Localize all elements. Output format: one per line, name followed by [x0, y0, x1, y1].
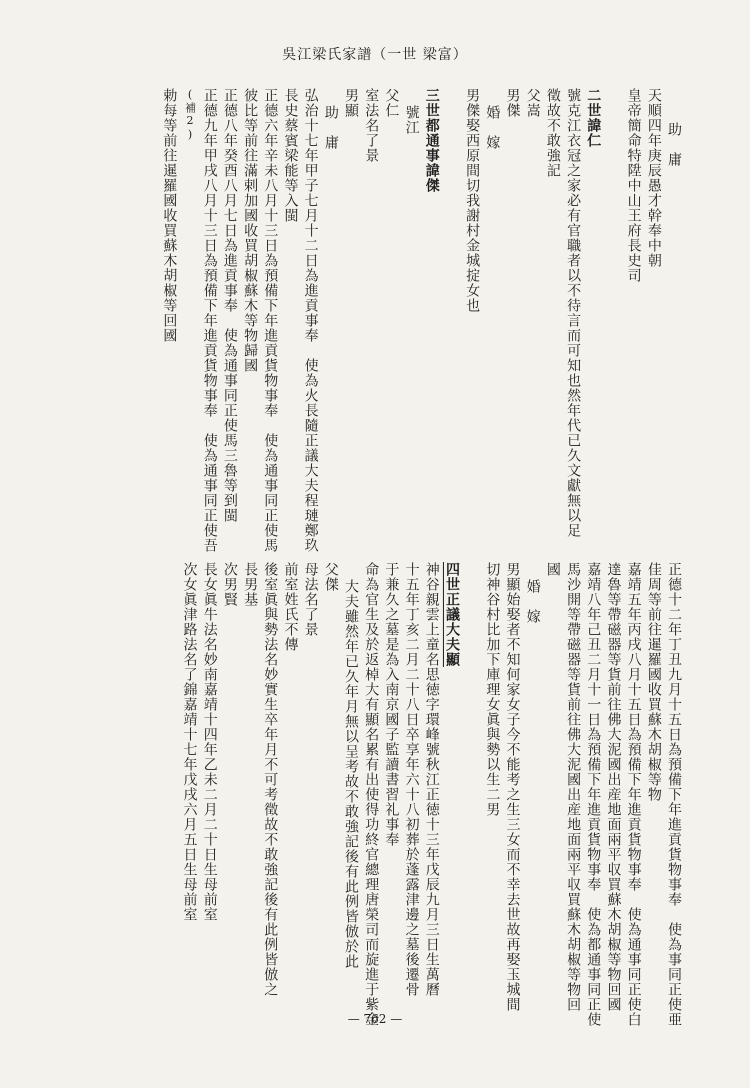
page-number: — 762 —: [347, 1012, 403, 1026]
text-column: 室法名了景: [363, 88, 380, 163]
text-column: 號克江衣冠之家必有官職者以不待言而可知也然年代已久文獻無以足: [565, 88, 582, 538]
text-column: 勅每等前往暹羅國收買蘇木胡椒等回國: [161, 88, 178, 343]
text-column: 父嵩: [524, 88, 541, 118]
text-column: 號江: [403, 105, 420, 135]
text-column: 後室眞與勢法名妙實生卒年月不可考徵故不敢強記後有此例皆倣之: [262, 562, 279, 997]
text-column: 四世正議大夫顯: [443, 562, 460, 667]
text-column: 徵故不敢強記: [544, 88, 561, 178]
text-column: 正德十二年丁丑九月十五日為預備下年進貢貨物事奉 使為事同正使亜: [666, 562, 682, 1027]
text-column: 母法名了景: [302, 562, 319, 637]
text-column: 弘治十七年甲子七月十二日為進貢事奉 使為火長隨正議大夫程璉鄭玖: [302, 88, 319, 553]
text-column: 十五年丁亥二月二十八日卒享年六十八初葬於蓬露津邊之墓後遷骨: [403, 562, 420, 997]
text-column: 大夫雖然年已久年月無以呈考故不敢強記後有此例皆倣於此: [343, 579, 359, 969]
text-column: 男傑娶西原間切我謝村金城掟女也: [464, 88, 481, 313]
text-column: 嘉靖八年己丑二月十一日為預備下年進貢貨物事奉 使為都通事同正使: [585, 562, 602, 1027]
text-column: 次女眞津路法名了錦嘉靖十七年戊戌六月五日生母前室: [181, 562, 198, 922]
text-column: 男傑: [504, 88, 521, 118]
upper-text-block: [52, 88, 682, 553]
text-column: 正德六年辛未八月十三日為預備下年進貢貨物事奉 使為通事同正使馬: [262, 88, 279, 553]
text-column: 二世諱仁: [585, 88, 602, 148]
text-column: 佳周等前往暹羅國收買蘇木胡椒等物: [645, 562, 662, 802]
text-column: 助 庸: [322, 105, 339, 150]
text-column: 嘉靖五年丙戌八月十五日為預備下年進貢貨物事奉 使為通事同正使白: [625, 562, 642, 1027]
text-column: 皇帝簡命特陞中山王府長史司: [625, 88, 642, 283]
text-column: 神谷親雲上童名思徳字環峰號秋江正徳十三年戊辰九月三日生萬曆: [423, 562, 440, 997]
text-column: 于兼久之墓是為入南京國子監讀書習礼事奉: [383, 562, 400, 847]
text-column: 父仁: [383, 88, 400, 118]
page-title: 吳江梁氏家譜（一世 梁富）: [282, 47, 468, 63]
text-column: 天順四年庚辰愚才幹奉中朝: [645, 88, 662, 268]
text-column: 男顯始娶者不知何家女子今不能考之生三女而不幸去世故再娶玉城間: [504, 562, 521, 1012]
text-column: 正德九年甲戌八月十三日為預備下年進貢貨物事奉 使為通事同正使吾: [201, 88, 218, 553]
text-column: (補2): [183, 88, 197, 142]
text-column: 次男賢: [221, 562, 238, 607]
text-column: 男顯: [343, 88, 359, 118]
text-column: 國: [544, 562, 561, 577]
text-column: 前室姓氏不傳: [282, 562, 299, 652]
text-column: 婚 嫁: [524, 579, 541, 624]
text-column: 命為官生及於返棹大有顯名累有出使得功終官總理唐榮司而旋進于紫金: [363, 562, 380, 1027]
text-column: 長女眞牛法名妙南嘉靖十四年乙未二月二十日生母前室: [201, 562, 218, 922]
text-column: 正德八年癸酉八月七日為進貢事奉 使為通事同正使馬三魯等到閩: [221, 88, 238, 523]
text-column: 馬沙開等帶磁器等貨前往佛大泥國出産地面兩平収買蘇木胡椒等物回: [565, 562, 582, 1012]
text-column: 長男基: [242, 562, 259, 607]
text-column: 父傑: [322, 562, 339, 592]
text-column: 切神谷村比加下庫理女眞與勢以生二男: [484, 562, 501, 817]
text-column: 達魯等帶磁器等貨前往佛大泥國出産地面兩平収買蘇木胡椒等物回國: [605, 562, 622, 1012]
text-column: 助 庸: [666, 122, 682, 167]
text-column: 長史蔡賓梁能等入閩: [282, 88, 299, 223]
text-column: 彼比等前往滿剌加國收買胡椒蘇木等物歸國: [242, 88, 259, 373]
text-column: 婚 嫁: [484, 105, 501, 150]
text-column: 三世都通事諱傑: [423, 88, 440, 193]
